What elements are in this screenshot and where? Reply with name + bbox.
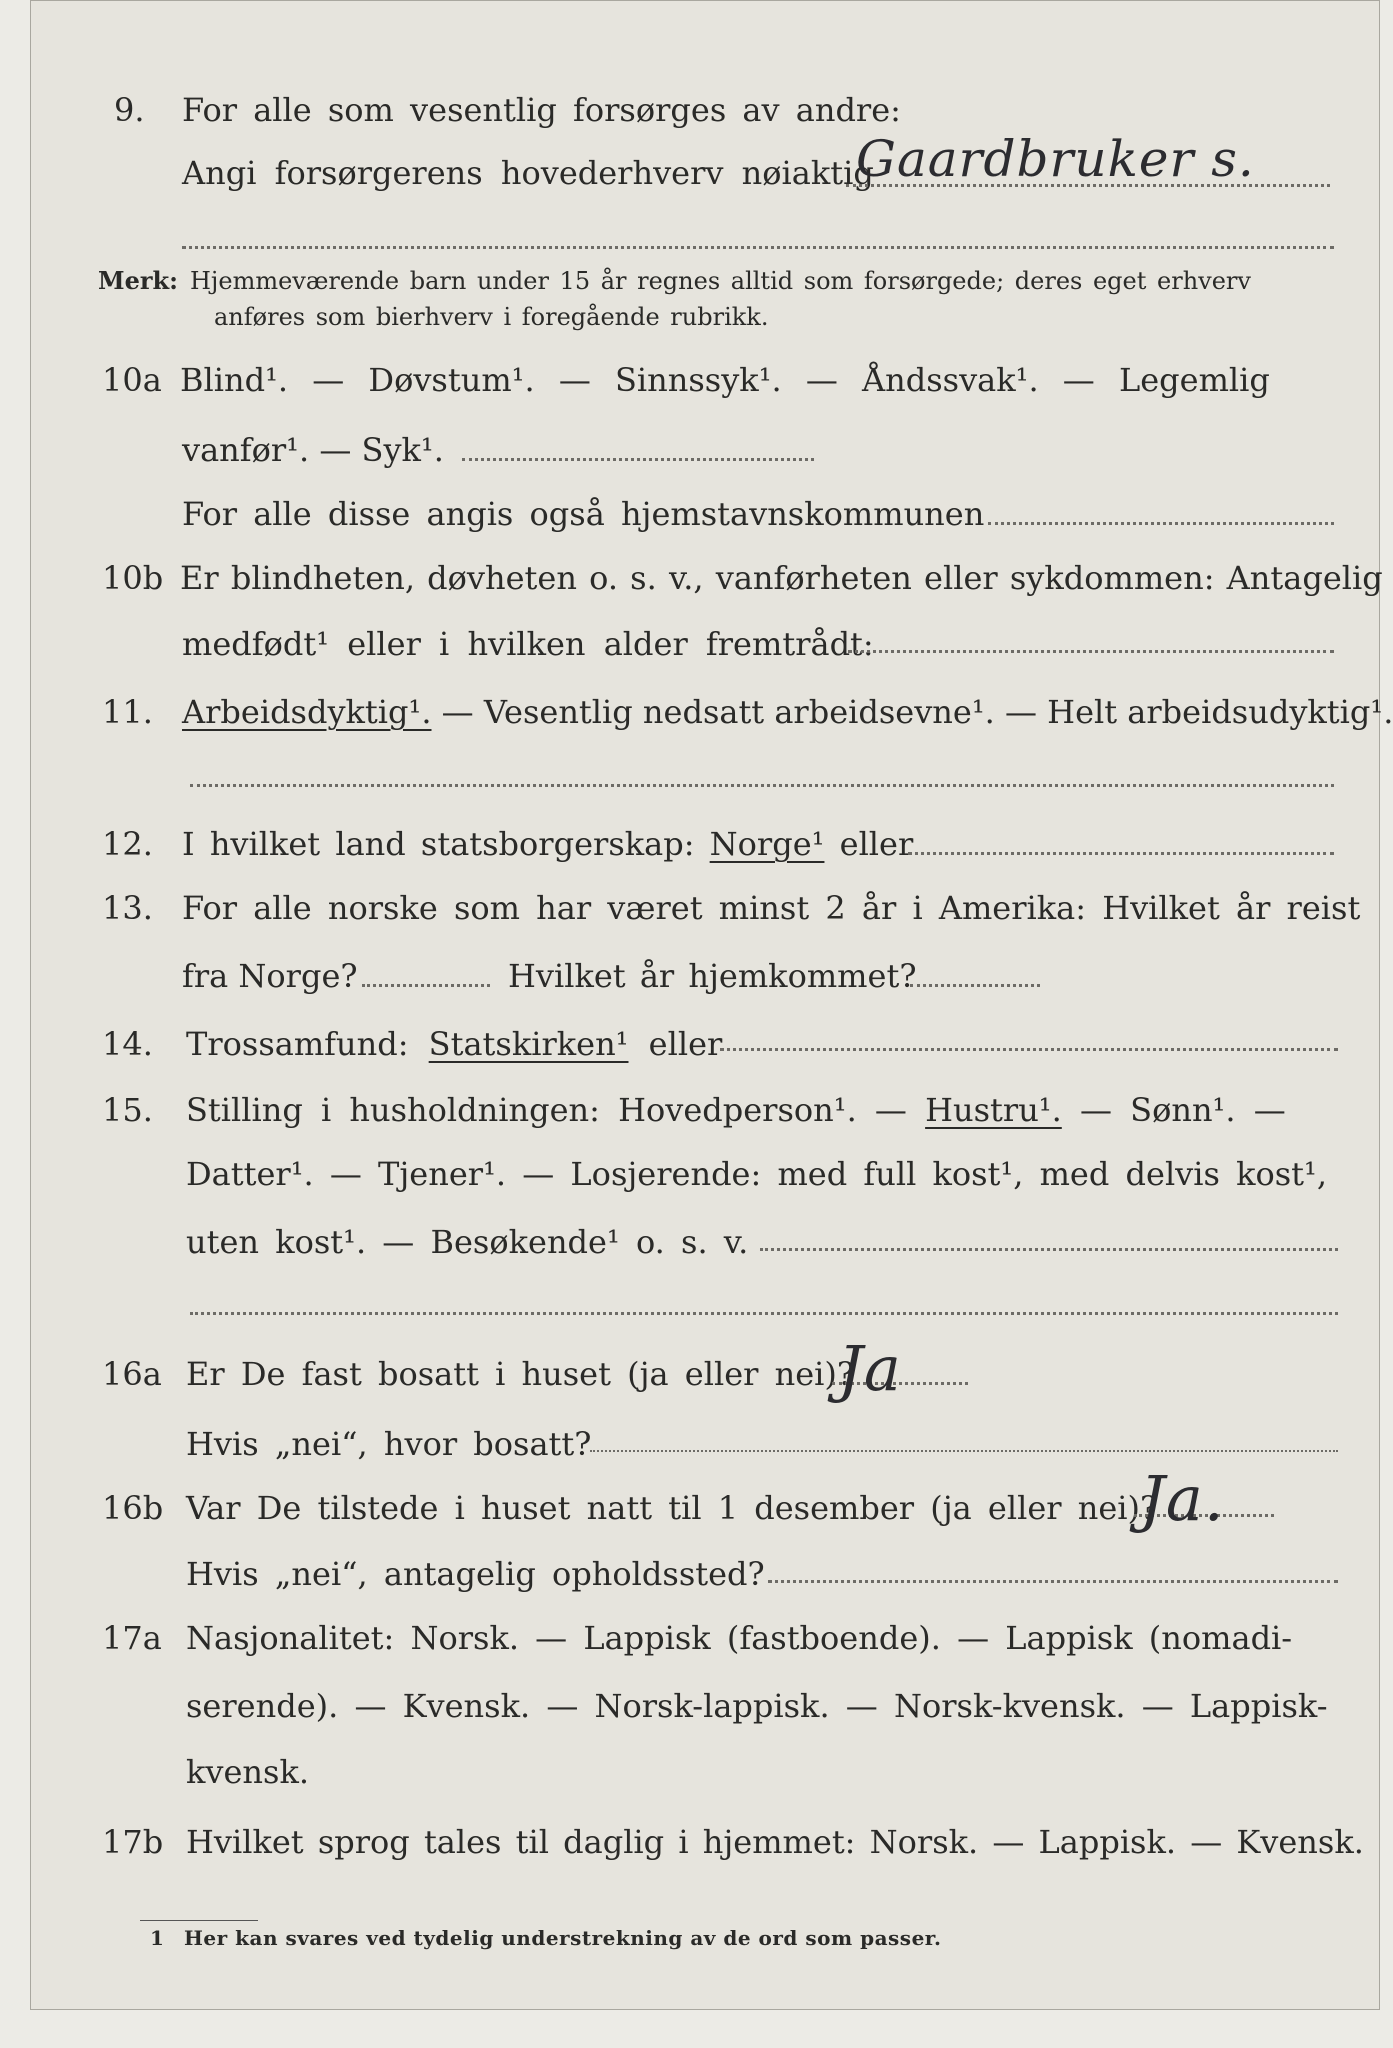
question-15-line1-start: Stilling i husholdningen: Hovedperson¹. —: [186, 1091, 926, 1129]
question-13-return-year-line[interactable]: [910, 984, 1040, 987]
question-15-line1: [186, 1090, 1286, 1130]
question-10a-number: 10a: [102, 361, 162, 399]
question-9-extra-line[interactable]: [182, 246, 1334, 249]
question-15-number: 15.: [102, 1091, 153, 1129]
question-15-selected-option: Hustru¹.: [925, 1091, 1062, 1129]
question-17a-line1: Nasjonalitet: Norsk. — Lappisk (fastboende). — Lappisk (nomadi-: [186, 1619, 1293, 1657]
footnote-text: Her kan svares ved tydelig understrekning av de ord som passer.: [184, 1926, 942, 1950]
question-16a-residence-line[interactable]: [590, 1450, 1338, 1452]
question-10b-line2: medfødt¹ eller i hvilken alder fremtrådt:: [182, 625, 874, 663]
question-10b-line1: Er blindheten, døvheten o. s. v., vanførheten eller sykdommen: Antagelig: [180, 559, 1383, 597]
question-16b-number: 16b: [102, 1489, 164, 1527]
question-12-answer-line[interactable]: [908, 852, 1334, 855]
question-9-number: 9.: [114, 91, 145, 129]
question-14-number: 14.: [102, 1025, 153, 1063]
note-line2: anføres som bierhverv i foregående rubrikk.: [214, 303, 769, 331]
note-label: Merk:: [98, 266, 178, 295]
question-14-text: [186, 1024, 722, 1064]
question-11-selected-option: Arbeidsdyktig¹.: [182, 693, 432, 731]
question-17a-line3: kvensk.: [186, 1753, 309, 1791]
question-10a-line1: Blind¹. — Døvstum¹. — Sinnssyk¹. — Åndssvak¹. — Legemlig: [180, 361, 1270, 399]
question-17b-number: 17b: [102, 1823, 164, 1861]
question-10a-line3: For alle disse angis også hjemstavnskommunen: [182, 495, 985, 533]
question-13-departure-year-line[interactable]: [362, 984, 490, 987]
question-9-line2: Angi forsørgerens hovederhverv nøiaktig: [182, 154, 874, 192]
question-16a-line2: Hvis „nei“, hvor bosatt?: [186, 1425, 592, 1463]
question-12-selected-option: Norge¹: [709, 825, 825, 863]
question-12-or: eller: [824, 825, 914, 863]
question-10a-sick-line[interactable]: [462, 458, 814, 461]
question-15-answer-line[interactable]: [760, 1248, 1338, 1251]
question-16b-line2: Hvis „nei“, antagelig opholdssted?: [186, 1555, 765, 1593]
question-9-handwritten-answer: Gaardbruker s.: [856, 130, 1255, 188]
question-13-line1: For alle norske som har været minst 2 år i Amerika: Hvilket år reist: [182, 889, 1361, 927]
footnote-divider: [140, 1920, 258, 1921]
question-15-line2: Datter¹. — Tjener¹. — Losjerende: med full kost¹, med delvis kost¹,: [186, 1155, 1328, 1193]
question-11-extra-line[interactable]: [190, 784, 1334, 787]
question-17b-line1: Hvilket sprog tales til daglig i hjemmet: Norsk. — Lappisk. — Kvensk.: [186, 1823, 1364, 1861]
question-12-number: 12.: [102, 825, 153, 863]
question-11-options: [182, 692, 1393, 732]
question-14-answer-line[interactable]: [720, 1048, 1338, 1051]
question-16b-handwritten-answer: Ja.: [1140, 1462, 1225, 1535]
question-9-line1: For alle som vesentlig forsørges av andre:: [182, 91, 901, 129]
question-14-prompt: Trossamfund:: [186, 1025, 429, 1063]
question-13-number: 13.: [102, 889, 153, 927]
question-17a-number: 17a: [102, 1619, 162, 1657]
question-14-or: eller: [628, 1025, 723, 1063]
question-10a-municipality-line[interactable]: [988, 522, 1334, 525]
question-11-number: 11.: [102, 693, 153, 731]
question-16a-handwritten-answer: Ja: [838, 1332, 902, 1405]
question-16b-location-line[interactable]: [768, 1580, 1338, 1583]
question-16a-number: 16a: [102, 1355, 162, 1393]
question-11-other-options: — Vesentlig nedsatt arbeidsevne¹. — Helt arbeidsudyktig¹.: [431, 693, 1393, 731]
question-12-prompt: I hvilket land statsborgerskap:: [182, 825, 710, 863]
question-10b-number: 10b: [102, 559, 164, 597]
question-13-line2a: fra Norge?: [182, 957, 358, 995]
question-13-line2b: Hvilket år hjemkommet?: [508, 957, 917, 995]
question-16a-line1: Er De fast bosatt i huset (ja eller nei)?: [186, 1355, 855, 1393]
question-12-text: [182, 824, 913, 864]
footnote-marker: 1: [150, 1926, 164, 1950]
note-line1: Hjemmeværende barn under 15 år regnes alltid som forsørgede; deres eget erhverv: [190, 267, 1251, 295]
question-10a-line2: vanfør¹. — Syk¹.: [182, 431, 444, 469]
question-15-extra-line[interactable]: [190, 1312, 1338, 1315]
question-14-selected-option: Statskirken¹: [428, 1025, 629, 1063]
question-15-line3: uten kost¹. — Besøkende¹ o. s. v.: [186, 1223, 749, 1261]
question-16b-line1: Var De tilstede i huset natt til 1 desember (ja eller nei)?: [186, 1489, 1158, 1527]
question-15-line1-end: — Sønn¹. —: [1061, 1091, 1286, 1129]
question-10b-answer-line[interactable]: [848, 650, 1334, 653]
question-17a-line2: serende). — Kvensk. — Norsk-lappisk. — Norsk-kvensk. — Lappisk-: [186, 1687, 1328, 1725]
